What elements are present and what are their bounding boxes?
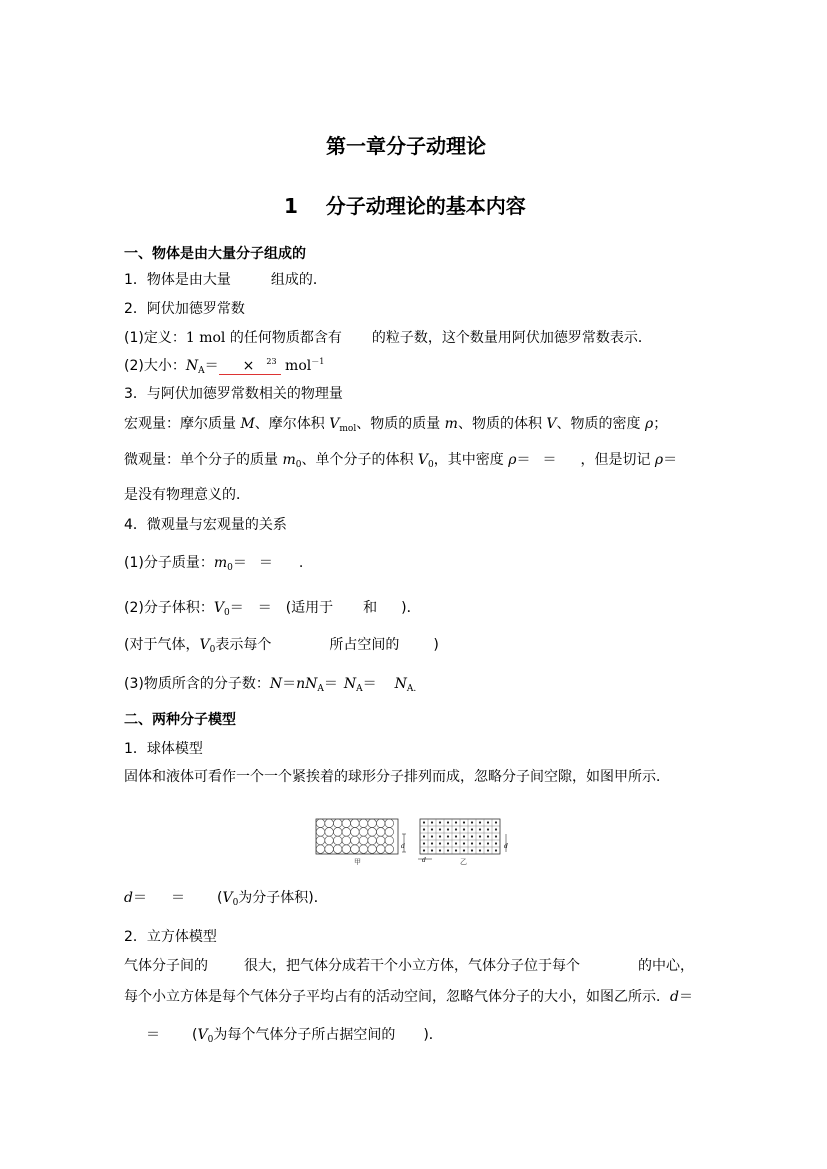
gas-molecule-dot bbox=[447, 835, 449, 837]
d-end: 为分子体积)． bbox=[238, 890, 328, 906]
gas-molecule-dot bbox=[431, 835, 433, 837]
item2-size-line bbox=[124, 355, 324, 376]
sphere-heading: 1．球体模型 bbox=[124, 741, 203, 757]
gas-molecule-dot bbox=[487, 842, 489, 844]
macro-rho: ρ bbox=[644, 416, 654, 432]
def-mid: 的任何物质都含有 bbox=[225, 330, 342, 346]
v0-paren: (适用于 bbox=[285, 600, 334, 616]
cube-line3-end: )． bbox=[423, 1027, 443, 1043]
micro-c: ，但是切记 bbox=[580, 452, 655, 468]
m0-sub: 0 bbox=[227, 563, 233, 573]
macro-V2: V bbox=[546, 416, 557, 432]
cube-line1-b: 很大，把气体分成若干个小立方体，气体分子位于每个 bbox=[244, 958, 580, 974]
gas-molecule-dot bbox=[479, 849, 481, 851]
gas-molecule-dot bbox=[447, 821, 449, 823]
sphere-molecule bbox=[359, 845, 368, 854]
n-NA3sub: A. bbox=[406, 684, 417, 694]
gas-molecule-dot bbox=[447, 849, 449, 851]
gas-molecule-dot bbox=[431, 821, 433, 823]
sphere-molecule bbox=[385, 828, 394, 837]
macro-end: ； bbox=[653, 416, 668, 432]
n-eq3: ＝ bbox=[362, 676, 377, 692]
chapter-title: 第一章分子动理论 bbox=[326, 134, 486, 158]
gas-molecule-dot bbox=[455, 821, 457, 823]
sphere-molecule bbox=[376, 819, 385, 828]
v0-eq2: ＝ bbox=[257, 600, 272, 616]
gas-molecule-dot bbox=[423, 849, 425, 851]
cube-line3-Vsub: 0 bbox=[207, 1035, 214, 1045]
m0-line bbox=[124, 552, 303, 573]
item2-def-line bbox=[124, 327, 652, 347]
part1-heading: 一、物体是由大量分子组成的 bbox=[124, 246, 306, 262]
molecule-model-figure bbox=[314, 818, 514, 868]
fig-d-label-c: d bbox=[504, 843, 508, 850]
size-exp: 23 bbox=[266, 357, 277, 366]
sphere-molecule bbox=[368, 828, 377, 837]
size-pre: (2)大小： bbox=[124, 358, 186, 374]
size-sym: N bbox=[185, 358, 199, 374]
gas-mid: 表示每个 bbox=[215, 637, 272, 653]
sphere-molecule bbox=[351, 819, 360, 828]
size-times: × bbox=[242, 358, 255, 374]
macro-d: 、物质的密度 bbox=[556, 416, 645, 432]
m0-sym: m bbox=[213, 555, 228, 571]
sphere-molecule bbox=[342, 828, 351, 837]
micro-eq1: ＝ bbox=[516, 452, 531, 468]
sphere-molecule bbox=[376, 828, 385, 837]
v0-and: 和 bbox=[363, 600, 378, 616]
n-N: N bbox=[269, 676, 283, 692]
gas-molecule-dot bbox=[423, 828, 425, 830]
cube-line3 bbox=[146, 1024, 443, 1045]
size-eq: ＝ bbox=[204, 358, 219, 374]
sphere-molecule bbox=[359, 819, 368, 828]
sphere-molecule bbox=[342, 819, 351, 828]
gas-molecule-dot bbox=[479, 835, 481, 837]
sphere-molecule bbox=[368, 845, 377, 854]
gas-molecule-dot bbox=[455, 828, 457, 830]
gas-molecule-dot bbox=[479, 828, 481, 830]
sphere-molecule bbox=[316, 836, 325, 845]
gas-molecule-dot bbox=[439, 828, 441, 830]
gas-molecule-dot bbox=[471, 835, 473, 837]
sphere-molecule bbox=[368, 836, 377, 845]
gas-molecule-dot bbox=[487, 821, 489, 823]
micro-b: ，其中密度 bbox=[433, 452, 509, 468]
d-eq2: ＝ bbox=[170, 890, 185, 906]
cube-model-grid bbox=[420, 819, 500, 854]
micro-m: m bbox=[282, 452, 296, 468]
gas-molecule-dot bbox=[463, 842, 465, 844]
size-unit-sup: －1 bbox=[311, 357, 325, 366]
gas-molecule-dot bbox=[455, 835, 457, 837]
size-unit: mol bbox=[280, 358, 312, 374]
n-pre: (3)物质所含的分子数： bbox=[124, 676, 270, 692]
n-NA2: N bbox=[343, 676, 357, 692]
m0-pre: (1)分子质量： bbox=[124, 555, 214, 571]
def-mol: 1 mol bbox=[185, 330, 226, 346]
d-Vsub: 0 bbox=[232, 898, 239, 908]
macro-pre: 宏观量：摩尔质量 bbox=[124, 416, 241, 432]
sphere-molecule bbox=[359, 828, 368, 837]
gas-molecule-dot bbox=[423, 842, 425, 844]
gas-mid2: 所占空间的 bbox=[329, 637, 400, 653]
sphere-text: 固体和液体可看作一个一个紧挨着的球形分子排列而成，忽略分子间空隙，如图甲所示． bbox=[124, 769, 670, 785]
micro-pre: 微观量：单个分子的质量 bbox=[124, 452, 283, 468]
gas-molecule-dot bbox=[431, 849, 433, 851]
gas-molecule-dot bbox=[463, 821, 465, 823]
cube-line2 bbox=[124, 986, 693, 1006]
gas-molecule-dot bbox=[487, 849, 489, 851]
macro-a: 、摩尔体积 bbox=[254, 416, 330, 432]
micro-line2: 是没有物理意义的． bbox=[124, 487, 250, 503]
gas-line bbox=[124, 634, 439, 655]
gas-pre: (对于气体， bbox=[124, 637, 200, 653]
fig-d-label-a: d bbox=[401, 843, 405, 850]
macro-line bbox=[124, 413, 667, 434]
macro-V: V bbox=[329, 416, 340, 432]
fig-label-b: 乙 bbox=[460, 858, 467, 866]
d-eq: ＝ bbox=[132, 890, 147, 906]
gas-molecule-dot bbox=[487, 835, 489, 837]
sphere-molecule bbox=[385, 836, 394, 845]
sphere-molecule bbox=[351, 828, 360, 837]
n-NAsub: A bbox=[317, 684, 324, 694]
cube-line2-eq: ＝ bbox=[678, 989, 693, 1005]
def-pre: (1)定义： bbox=[124, 330, 186, 346]
n-NA: N bbox=[305, 676, 318, 692]
micro-msub: 0 bbox=[295, 460, 302, 470]
micro-eq3: ＝ bbox=[663, 452, 678, 468]
gas-molecule-dot bbox=[455, 842, 457, 844]
gas-molecule-dot bbox=[495, 828, 497, 830]
n-n: n bbox=[296, 676, 306, 692]
gas-molecule-dot bbox=[447, 842, 449, 844]
gas-molecule-dot bbox=[431, 828, 433, 830]
micro-Vsub: 0 bbox=[428, 460, 434, 470]
item4-heading: 4．微观量与宏观量的关系 bbox=[124, 517, 287, 533]
sphere-molecule bbox=[351, 845, 360, 854]
gas-molecule-dot bbox=[471, 842, 473, 844]
sphere-molecule bbox=[316, 828, 325, 837]
n-NA2sub: A bbox=[356, 684, 363, 694]
item2-heading: 2．阿伏加德罗常数 bbox=[124, 301, 245, 317]
v0-eq: ＝ bbox=[229, 600, 244, 616]
gas-molecule-dot bbox=[439, 849, 441, 851]
m0-end: . bbox=[298, 555, 304, 571]
gas-molecule-dot bbox=[495, 821, 497, 823]
n-eq: ＝ bbox=[282, 676, 297, 692]
cube-line2-d: d bbox=[670, 989, 679, 1005]
gas-molecule-dot bbox=[487, 828, 489, 830]
n-NA3: N bbox=[394, 676, 407, 692]
macro-c: 、物质的体积 bbox=[457, 416, 547, 432]
sphere-molecule bbox=[368, 819, 377, 828]
sphere-molecule bbox=[316, 845, 325, 854]
sphere-molecule bbox=[342, 845, 351, 854]
gas-molecule-dot bbox=[439, 842, 441, 844]
fig-d-label-b: d bbox=[422, 857, 426, 864]
n-eq2: ＝ bbox=[323, 676, 338, 692]
gas-molecule-dot bbox=[463, 828, 465, 830]
gas-molecule-dot bbox=[423, 835, 425, 837]
cube-line3-V: V bbox=[197, 1027, 208, 1043]
m0-eq: ＝ bbox=[232, 555, 247, 571]
item1-line bbox=[124, 269, 327, 289]
sphere-molecule bbox=[333, 819, 342, 828]
sphere-molecule bbox=[376, 845, 385, 854]
macro-b: 、物质的质量 bbox=[356, 416, 445, 432]
cube-line2-text: 每个小立方体是每个气体分子平均占有的活动空间，忽略气体分子的大小，如图乙所示． bbox=[124, 989, 670, 1005]
sphere-molecule bbox=[359, 836, 368, 845]
gas-molecule-dot bbox=[423, 821, 425, 823]
item1-post: 组成的． bbox=[270, 272, 327, 288]
d-V: V bbox=[222, 890, 233, 906]
gas-molecule-dot bbox=[463, 835, 465, 837]
cube-line3-paren: ( bbox=[192, 1027, 198, 1043]
part2-heading: 二、两种分子模型 bbox=[124, 712, 236, 728]
def-post: 的粒子数，这个数量用阿伏加德罗常数表示． bbox=[371, 330, 652, 346]
gas-molecule-dot bbox=[479, 821, 481, 823]
sphere-model-grid bbox=[316, 819, 398, 854]
gas-molecule-dot bbox=[479, 842, 481, 844]
sphere-molecule bbox=[351, 836, 360, 845]
size-sub: A bbox=[198, 366, 205, 376]
gas-molecule-dot bbox=[439, 835, 441, 837]
sphere-molecule bbox=[325, 819, 334, 828]
gas-molecule-dot bbox=[471, 821, 473, 823]
gas-sub: 0 bbox=[209, 645, 216, 655]
micro-line bbox=[124, 449, 677, 470]
d-sym: d bbox=[124, 890, 133, 906]
sphere-molecule bbox=[325, 845, 334, 854]
size-blank bbox=[219, 357, 281, 375]
gas-end: ) bbox=[433, 637, 439, 653]
cube-heading: 2．立方体模型 bbox=[124, 929, 217, 945]
macro-m: m bbox=[444, 416, 458, 432]
item3-heading: 3．与阿伏加德罗常数相关的物理量 bbox=[124, 386, 343, 402]
micro-rho2: ρ bbox=[654, 452, 664, 468]
cube-line1-c: 的中心， bbox=[638, 958, 694, 974]
gas-molecule-dot bbox=[463, 849, 465, 851]
gas-molecule-dot bbox=[447, 828, 449, 830]
sphere-molecule bbox=[333, 836, 342, 845]
cube-line3-mid: 为每个气体分子所占据空间的 bbox=[213, 1027, 396, 1043]
gas-molecule-dot bbox=[495, 842, 497, 844]
n-line bbox=[124, 673, 416, 694]
macro-Vsub: mol bbox=[339, 424, 357, 434]
section-title: 1 分子动理论的基本内容 bbox=[284, 194, 526, 218]
m0-eq2: ＝ bbox=[258, 555, 273, 571]
gas-molecule-dot bbox=[455, 849, 457, 851]
sphere-molecule bbox=[333, 845, 342, 854]
gas-molecule-dot bbox=[495, 849, 497, 851]
d-paren: ( bbox=[216, 890, 223, 906]
macro-M: M bbox=[240, 416, 255, 432]
micro-V: V bbox=[417, 452, 429, 468]
micro-a: 、单个分子的体积 bbox=[301, 452, 418, 468]
v0-line bbox=[124, 597, 421, 618]
sphere-molecule bbox=[333, 828, 342, 837]
micro-eq2: ＝ bbox=[542, 452, 557, 468]
cube-line1-a: 气体分子间的 bbox=[124, 958, 208, 974]
cube-line3-eq: ＝ bbox=[146, 1027, 160, 1043]
sphere-molecule bbox=[376, 836, 385, 845]
v0-pre: (2)分子体积： bbox=[124, 600, 214, 616]
sphere-molecule bbox=[342, 836, 351, 845]
d-line bbox=[124, 887, 328, 908]
cube-line1 bbox=[124, 955, 694, 975]
micro-rho: ρ bbox=[508, 452, 517, 468]
item1-pre: 1．物体是由大量 bbox=[124, 272, 231, 288]
gas-molecule-dot bbox=[471, 828, 473, 830]
gas-molecule-dot bbox=[471, 849, 473, 851]
gas-molecule-dot bbox=[439, 821, 441, 823]
fig-label-a: 甲 bbox=[354, 858, 361, 866]
sphere-molecule bbox=[325, 828, 334, 837]
v0-end: )． bbox=[401, 600, 421, 616]
v0-sym: V bbox=[213, 600, 224, 616]
gas-molecule-dot bbox=[495, 835, 497, 837]
sphere-molecule bbox=[385, 845, 394, 854]
gas-sym: V bbox=[199, 637, 210, 653]
v0-sub: 0 bbox=[223, 608, 230, 618]
sphere-molecule bbox=[316, 819, 325, 828]
gas-molecule-dot bbox=[431, 842, 433, 844]
sphere-molecule bbox=[325, 836, 334, 845]
sphere-molecule bbox=[385, 819, 394, 828]
